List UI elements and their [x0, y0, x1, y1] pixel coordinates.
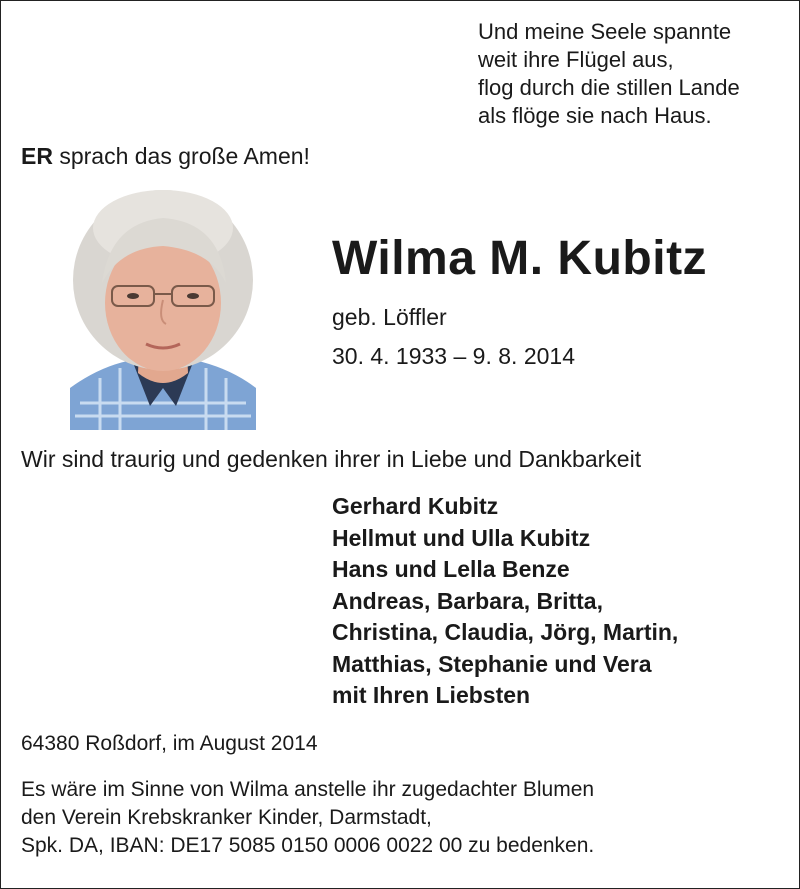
poem [478, 18, 740, 130]
deceased-name: Wilma M. Kubitz [332, 232, 708, 285]
portrait-photo [70, 188, 256, 430]
amen-emphasis: ER [21, 143, 53, 169]
family-line: mit Ihren Liebsten [332, 682, 531, 708]
family-line: Matthias, Stephanie und Vera [332, 650, 652, 677]
family-line: Andreas, Barbara, Britta, [332, 587, 603, 614]
donation-line: den Verein Krebskranker Kinder, Darmstadt, [21, 806, 432, 829]
born-name: geb. Löffler [332, 304, 447, 330]
amen-text: sprach das große Amen! [52, 143, 310, 169]
amen-line [21, 141, 310, 171]
donation-note [21, 776, 594, 860]
poem-line: als flöge sie nach Haus. [478, 103, 712, 128]
poem-line: flog durch die stillen Lande [478, 75, 740, 100]
family-line: Hellmut und Ulla Kubitz [332, 524, 591, 551]
poem-line: weit ihre Flügel aus, [478, 47, 674, 72]
mourning-text: Wir sind traurig und gedenken ihrer in Liebe und Dankbarkeit [21, 446, 642, 472]
family-list [332, 491, 678, 712]
family-line: Hans und Lella Benze [332, 556, 570, 582]
place-date: 64380 Roßdorf, im August 2014 [21, 732, 318, 755]
portrait-photo-icon [70, 188, 256, 430]
family-line: Gerhard Kubitz [332, 493, 499, 519]
donation-line: Spk. DA, IBAN: DE17 5085 0150 0006 0022 00 zu bedenken. [21, 834, 595, 857]
life-dates: 30. 4. 1933 – 9. 8. 2014 [332, 343, 575, 369]
donation-line: Es wäre im Sinne von Wilma anstelle ihr zugedachter Blumen [21, 778, 595, 801]
family-line: Christina, Claudia, Jörg, Martin, [332, 619, 679, 645]
poem-line: Und meine Seele spannte [478, 19, 732, 44]
